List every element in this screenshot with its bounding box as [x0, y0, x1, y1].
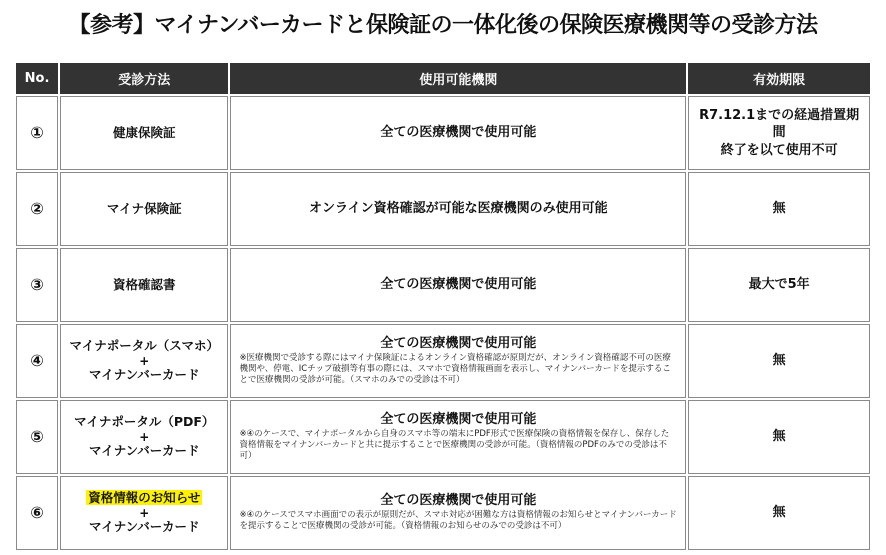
row-number: ②	[30, 198, 44, 218]
table-row	[16, 400, 870, 474]
expiration-line: 無	[772, 201, 786, 217]
row-number: ⑥	[30, 502, 44, 522]
institutions-note: ※④のケースでスマホ画面での表示が原則だが、スマホ対応が困難な方は資格情報のお知らせとマイナンバーカードを提示することで医療機関の受診が可能。（資格情報のお知らせのみでの受診は不可）	[239, 510, 677, 532]
header-method: 受診方法	[60, 63, 228, 94]
cell-expiration	[688, 324, 870, 398]
institutions-text: 全ての医療機関で使用可能	[380, 411, 537, 427]
cell-expiration	[688, 96, 870, 170]
cell-institutions	[230, 324, 686, 398]
header-institutions: 使用可能機関	[230, 63, 686, 94]
institutions-note: ※④のケースで、マイナポータルから自身のスマホ等の端末にPDF形式で医療保険の資格情報を保存し、保存した資格情報をマイナンバーカードと共に提示することで医療機関の受診が可能。（資格情報のPDFのみでの受診は不可）	[239, 428, 670, 462]
expiration-line: R7.12.1までの経過措置期間	[699, 107, 860, 141]
cell-no	[16, 172, 58, 246]
header-expiration: 有効期限	[688, 63, 870, 94]
method-label: マイナンバーカード	[89, 519, 200, 534]
expiration-line: 最大で5年	[748, 277, 810, 293]
table-row	[16, 248, 870, 322]
method-label: 資格確認書	[113, 276, 176, 292]
expiration-line: 終了を以て使用不可	[720, 142, 838, 158]
method-label: マイナンバーカード	[89, 367, 200, 382]
cell-method	[60, 96, 228, 170]
cell-institutions	[230, 96, 686, 170]
institutions-text: オンライン資格確認が可能な医療機関のみ使用可能	[309, 200, 608, 216]
table-row	[16, 172, 870, 246]
method-label: 健康保険証	[113, 124, 176, 140]
cell-method	[60, 400, 228, 474]
plus-sign: +	[139, 506, 150, 520]
table-row	[16, 324, 870, 398]
institutions-text: 全ての医療機関で使用可能	[380, 493, 537, 509]
institutions-text: 全ての医療機関で使用可能	[380, 335, 537, 351]
cell-no	[16, 324, 58, 398]
row-number: ⑤	[30, 426, 44, 446]
table-row	[16, 476, 870, 550]
method-label: マイナポータル（スマホ）	[69, 338, 220, 354]
cell-method	[60, 172, 228, 246]
plus-sign: +	[139, 354, 150, 368]
cell-method	[60, 248, 228, 322]
cell-institutions	[230, 400, 686, 474]
cell-no	[16, 476, 58, 550]
cell-no	[16, 248, 58, 322]
row-number: ①	[30, 122, 44, 142]
method-label: マイナンバーカード	[89, 443, 200, 458]
page-title: 【参考】マイナンバーカードと保険証の一体化後の保険医療機関等の受診方法	[68, 13, 818, 38]
method-label: マイナ保険証	[106, 200, 182, 216]
cell-expiration	[688, 476, 870, 550]
method-label: マイナポータル（PDF）	[74, 414, 215, 430]
institutions-note: ※医療機関で受診する際にはマイナ保険証によるオンライン資格確認が原則だが、オンライン資格確認不可の医療機関や、停電、ICチップ破損等有事の際には、スマホで資格情報画面を表示し、マイナンバーカードを提示することで医療機関の受診が可能。（スマホのみでの受診は不可）	[239, 352, 671, 386]
cell-method	[60, 324, 228, 398]
cell-institutions	[230, 172, 686, 246]
cell-method	[60, 476, 228, 550]
cell-expiration	[688, 248, 870, 322]
row-number: ③	[30, 274, 44, 294]
cell-expiration	[688, 400, 870, 474]
cell-no	[16, 96, 58, 170]
row-number: ④	[30, 350, 44, 370]
expiration-line: 無	[772, 353, 786, 369]
table-header-row	[16, 63, 870, 94]
consultation-methods-table	[14, 61, 872, 552]
cell-expiration	[688, 172, 870, 246]
cell-no	[16, 400, 58, 474]
plus-sign: +	[139, 430, 150, 444]
expiration-line: 無	[772, 429, 786, 445]
method-label-highlighted	[65, 490, 223, 507]
header-no: No.	[16, 63, 58, 94]
cell-institutions	[230, 248, 686, 322]
institutions-text: 全ての医療機関で使用可能	[380, 124, 537, 140]
institutions-text: 全ての医療機関で使用可能	[380, 276, 537, 292]
highlight-marker: 資格情報のお知らせ	[88, 490, 201, 506]
table-row	[16, 96, 870, 170]
expiration-line: 無	[772, 505, 786, 521]
cell-institutions	[230, 476, 686, 550]
